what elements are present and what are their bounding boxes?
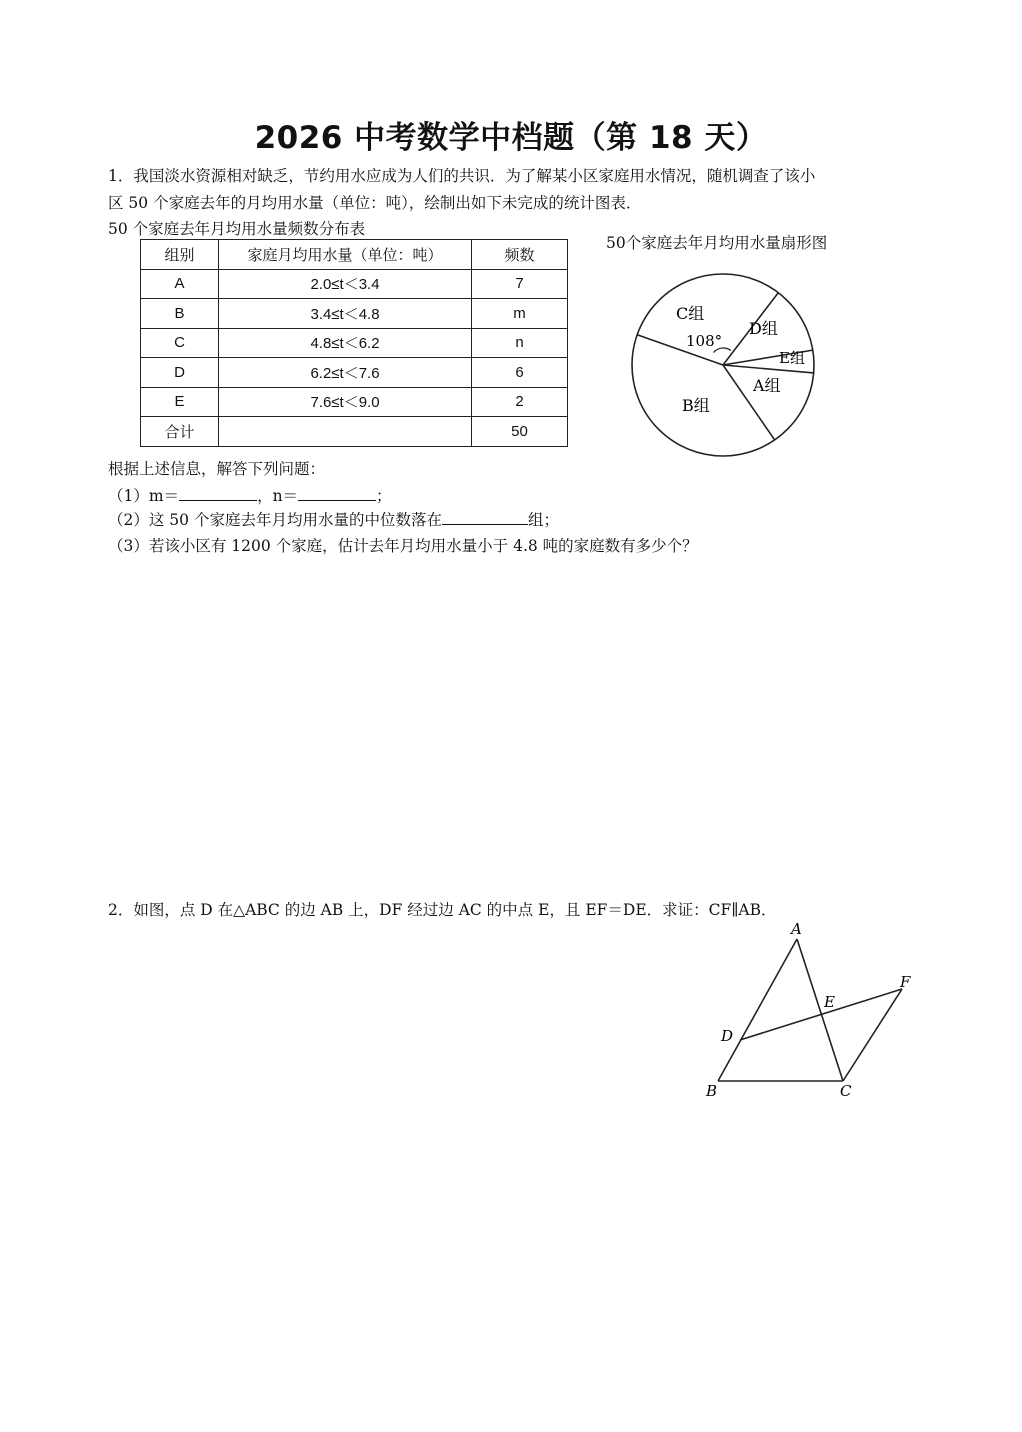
cell-range: 7.6≤t＜9.0 [219,387,472,417]
q2-stem: 2．如图，点 D 在△ABC 的边 AB 上，DF 经过边 AC 的中点 E，且 EF＝DE．求证：CF∥AB． [108,901,777,919]
table-caption: 50 个家庭去年月均用水量频数分布表 [108,220,366,238]
cell-frequency: 7 [472,269,568,299]
cell-range: 3.4≤t＜4.8 [219,299,472,329]
label-b: B [706,1082,718,1100]
label-a: A [791,920,802,938]
sub1-m-label: （1）m＝ [108,487,180,505]
pie-label-b: B组 [682,396,710,415]
cell-range: 2.0≤t＜3.4 [219,269,472,299]
answer-blank-median[interactable] [442,509,528,525]
pie-label-a: A组 [753,376,781,395]
cell-group: D [141,358,219,388]
sub1-end: ； [376,487,392,505]
cell-group: C [141,328,219,358]
segment-ab [718,939,797,1081]
label-f: F [900,973,911,991]
q1-sub3: （3）若该小区有 1200 个家庭，估计去年月均用水量小于 4.8 吨的家庭数有多少个？ [108,537,698,555]
table-row [141,387,568,417]
pie-chart [620,262,830,462]
pie-label-c: C组 [676,304,705,323]
cell-group: E [141,387,219,417]
cell-group: A [141,269,219,299]
page-title: 2026 中考数学中档题（第 18 天） [254,120,768,156]
q1-prompt: 根据上述信息，解答下列问题： [108,460,326,478]
sub1-n-label: ，n＝ [257,487,299,505]
table-total-row [141,417,568,447]
answer-blank-n[interactable] [298,485,376,501]
label-c: C [840,1082,852,1100]
sub2-text: （2）这 50 个家庭去年月均用水量的中位数落在 [108,511,442,529]
q1-stem-line2: 区 50 个家庭去年的月均用水量（单位：吨），绘制出如下未完成的统计图表． [108,194,642,212]
table-row [141,328,568,358]
segment-cf [843,989,902,1081]
label-d: D [721,1027,734,1045]
cell-total-range [219,417,472,447]
q1-sub1 [108,484,392,506]
q1-sub2 [108,508,559,530]
label-e: E [824,993,835,1011]
triangle-figure [700,918,920,1103]
cell-frequency: m [472,299,568,329]
table-row [141,269,568,299]
cell-frequency: 6 [472,358,568,388]
pie-chart-title: 50个家庭去年月均用水量扇形图 [606,234,828,252]
cell-range: 6.2≤t＜7.6 [219,358,472,388]
frequency-table [140,239,568,447]
sub2-end: 组； [527,511,559,529]
table-row [141,299,568,329]
pie-label-d: D组 [749,319,778,338]
header-group: 组别 [141,240,219,270]
cell-total-label: 合计 [141,417,219,447]
header-frequency: 频数 [472,240,568,270]
cell-frequency: 2 [472,387,568,417]
q1-stem-line1: 1．我国淡水资源相对缺乏，节约用水应成为人们的共识．为了解某小区家庭用水情况，随机调查了该小 [108,167,816,185]
cell-group: B [141,299,219,329]
cell-frequency: n [472,328,568,358]
pie-angle-label: 108° [686,332,723,350]
table-header-row [141,240,568,270]
answer-blank-m[interactable] [179,485,257,501]
table-row [141,358,568,388]
cell-total-frequency: 50 [472,417,568,447]
pie-label-e: E组 [779,349,805,367]
header-usage: 家庭月均用水量（单位：吨） [219,240,472,270]
cell-range: 4.8≤t＜6.2 [219,328,472,358]
